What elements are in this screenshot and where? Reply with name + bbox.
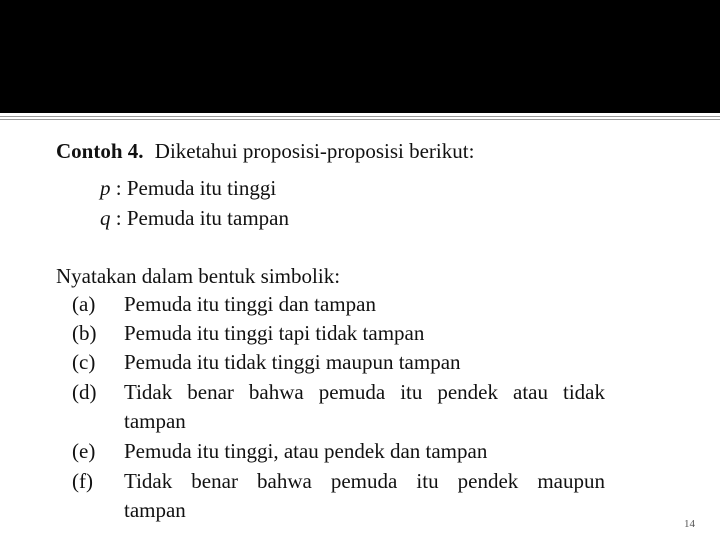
proposition-q [100,206,289,230]
item-label: (d) [72,380,97,404]
item-label: (b) [72,321,97,345]
example-label: Contoh 4. [56,139,144,163]
item-text: Pemuda itu tinggi tapi tidak tampan [124,321,425,345]
header-band [0,0,720,113]
item-text: Pemuda itu tinggi dan tampan [124,292,376,316]
item-text: Pemuda itu tinggi, atau pendek dan tampan [124,439,488,463]
item-text: Pemuda itu tidak tinggi maupun tampan [124,350,461,374]
item-text-line2: tampan [124,498,186,522]
item-text-line1: Tidak benar bahwa pemuda itu pendek atau tidak [124,380,605,404]
proposition-p [100,176,276,200]
instruction: Nyatakan dalam bentuk simbolik: [56,264,341,288]
proposition-text: : Pemuda itu tinggi [115,176,277,200]
item-text-line2: tampan [124,409,186,433]
item-label: (c) [72,350,96,374]
proposition-text: : Pemuda itu tampan [115,206,289,230]
page-number: 14 [684,518,695,530]
proposition-var: p [100,176,111,200]
item-text-line1: Tidak benar bahwa pemuda itu pendek maupun [124,469,605,493]
item-label: (f) [72,469,93,493]
item-label: (a) [72,292,96,316]
example-heading [56,139,474,163]
divider-line [0,119,720,120]
item-label: (e) [72,439,96,463]
divider-line [0,116,720,117]
example-intro: Diketahui proposisi-proposisi berikut: [154,139,475,163]
proposition-var: q [100,206,111,230]
